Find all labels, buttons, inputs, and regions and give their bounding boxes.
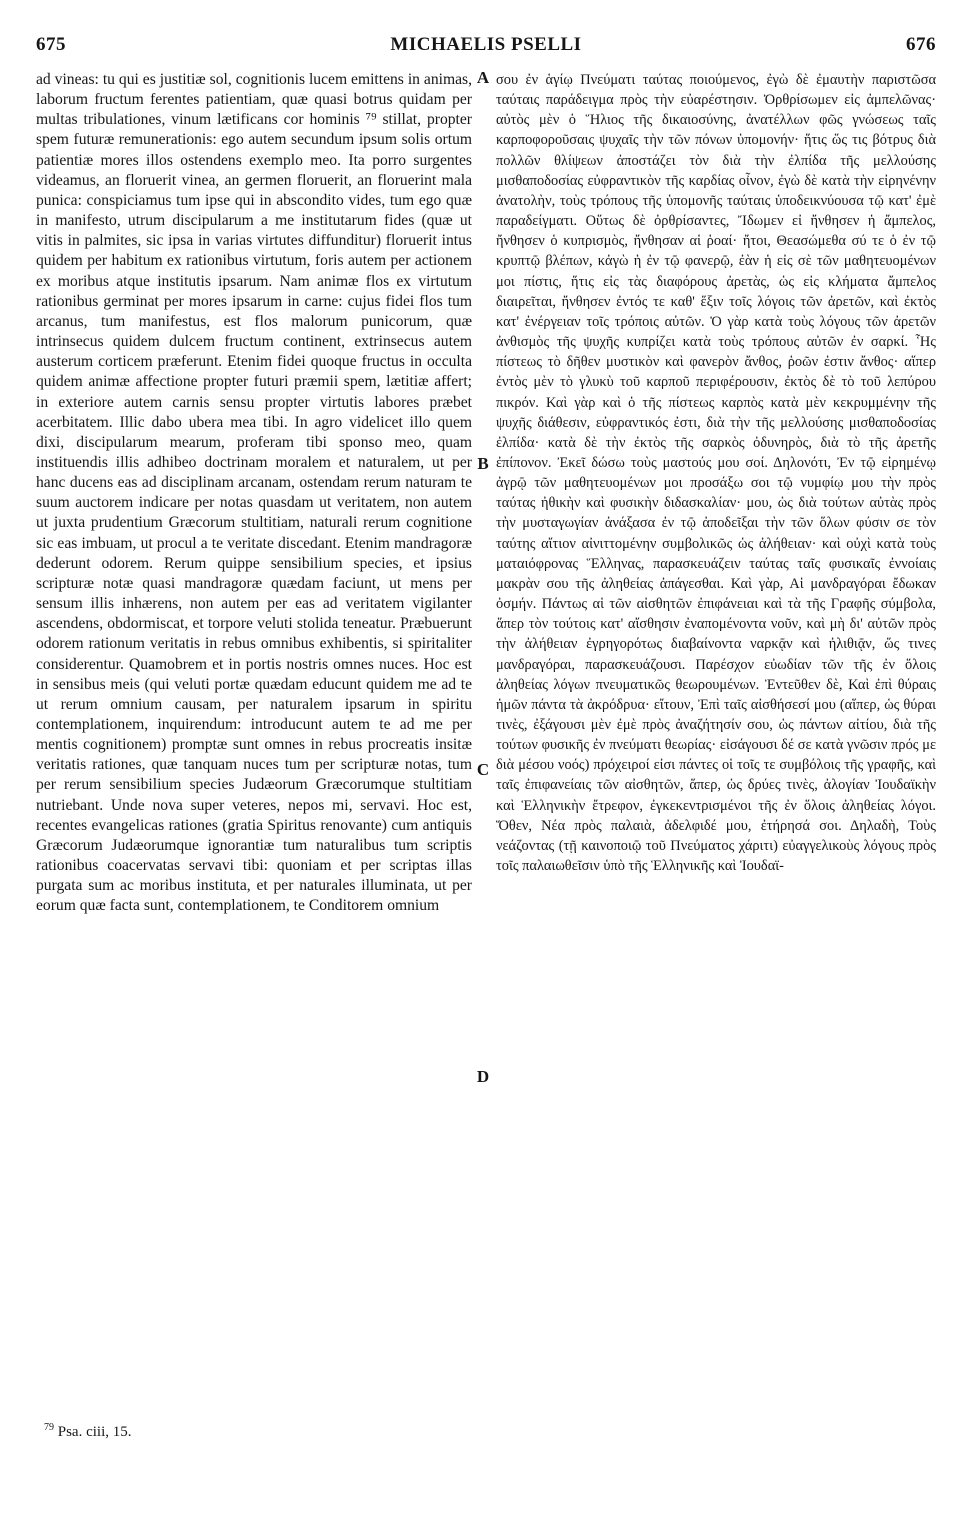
- latin-text: ad vineas: tu qui es justitiæ sol, cognitionis lucem emittens in animas, laborum fructum ferentes patientiam, quæ quasi botrus quidam per multas tribulationes, vinum lætificans cor hominis ⁷⁹ stillat, propter spem futuræ remunerationis: ego autem secundum ipsum solis ortum patientiæ mores illos ostendens exemplo meo. Ita porro surgentes videamus, an floruerit vinea, an germen floruerit, an floruerint mala punica: conspiciamus tum ipse qui in abscondito vides, tum ego quæ in manifesto, utrum discipularum a me institutarum fides (quæ ut vitis in palmites, sic ipsa in varias virtutes diffunditur) floruerit intus quidem per habitum ex rationibus virtutum, foris autem per actionem ex moribus atque institutis ipsarum. Nam animæ flos ex virtutum rationibus germinat per mores ipsarum in carne: cujus fidei flos tum arcanus, tum manifestus, est flos malorum punicorum, quæ intrinsecus quidem dulcem fructum continent, extrinsecus autem austerum corticem præferunt. Etenim fidei quoque fructus in occulta quidem animæ affectione propter futuri præmii spem, lætitiæ affert; in exteriore autem carnis sensu propter virtutis labores præbet acerbitatem. Illic dabo ubera mea tibi. In agro videlicet illo quem dixi, discipularum mearum, proferam tibi sponso meo, quam instituendis illis adhibeo doctrinam moralem et naturalem, ut per hanc ducens eas ad disciplinam arcanam, ostendam rerum naturam te suum auctorem indicare per notas quasdam ut veritatem, non autem ut juxta prudentium Græcorum stultitiam, naturali rerum cognitione sic eas imbuam, ut procul a te veritate discedant. Etenim mandragoræ dederunt odorem. Rerum quippe sensibilium species, et ipsius scripturæ notæ quasi mandragoræ quædam faciunt, ut mens per sensum illis inhærens, non autem per eas ad veritatem vigilanter ascendens, obdormiscat, et torpore veluti stolida teneatur. Præbuerunt odorem rationum veritatis in rebus omnibus exhibentis, si spiritaliter considerentur. Quamobrem et in portis nostris omnes nuces. Hoc est in sensibus meis (qui veluti portæ quædam educunt quidem me ad te ut rerum omnium causam, per naturalem ipsarum in spiritu contemplationem, inquirendum: introducunt autem te ad me per mentis cognitionem) promptæ sunt omnes in rebus procreatis insitæ veritatis rationes, quæ tanquam nuces tum per scripturæ notas, tum per rerum sensibilium species Judæorum Græcorumque stultitiam nutriebant. Unde nova super veteres, nepos mi, servavi. Hoc est, recentes evangelicas rationes (gratia Spiritus renovante) cum antiquis Græcorum Judæorumque ignorantiæ tum naturalibus tum scriptis rationibus coacervatas servavi tibi: quoniam et per scriptas illas purgata sum ac moribus instituta, et per naturales illuminata, ut per eorum quæ facta sunt, contemplationem, te Conditorem omnium: [36, 71, 472, 915]
- latin-column: [36, 70, 472, 917]
- footnote-mark: 79: [44, 1422, 54, 1433]
- running-header: [36, 34, 936, 62]
- page-number-right: 676: [906, 34, 936, 55]
- footnote: [44, 1422, 132, 1441]
- page-number-left: 675: [36, 34, 66, 55]
- margin-letter-d: D: [476, 1067, 490, 1086]
- greek-text: σου ἐν ἁγίῳ Πνεύματι ταύτας ποιούμενος, ἐγὼ δὲ ἐμαυτὴν παριστῶσα ταύταις παράδειγμα πρὸς τὴν εὐαρέστησιν. Ὀρθρίσωμεν εἰς ἀμπελῶνας· αὐτὸς μὲν ὁ Ἥλιος τῆς δικαιοσύνης, ἀνατέλλων φῶς γνώσεως ταῖς καρποφοροῦσαις ψυχαῖς τὴν τῶν πόνων ὑπομονήν· ἥτις ὥς τις βότρυς διὰ πολλῶν θλίψεων ἀποστάζει τὸν διὰ τὴν ἐλπίδα τῆς μελλούσης μισθαποδοσίας εὐφραντικὸν τῆς καρδίας οἶνον, ἐγὼ δὲ κατὰ τὴν εἰρηνένην ἀνατολὴν, τοὺς τρόπους τῆς ὑπομονῆς ταύταις ὑποδεικνύουσα τῷ κατ' ἐμὲ παραδείγματι. Οὕτως δὲ ὀρθρίσαντες, Ἴδωμεν εἰ ἤνθησεν ἡ ἄμπελος, ἤνθησεν ὁ κυπρισμὸς, ἤνθησαν αἱ ῥοαί· ἤτοι, Θεασώμεθα σύ τε ὁ ἐν τῷ κρυπτῷ βλέπων, κἀγὼ ἡ ἐν τῷ φανερῷ, ἐὰν ἡ εἰς σὲ τῶν μαθητευομένων μοι πίστις, ἥτις εἰς τὰς διαφόρους ἀρετὰς, ὡς εἰς κλήματα ἄμπελος διαιρεῖται, ἤνθησεν ἐντός τε καθ' ἕξιν τοῖς λόγοις τῶν ἀρετῶν, καὶ ἐκτὸς κατ' ἐνέργειαν τοῖς τρόποις αὐτῶν. Ὁ γὰρ κατὰ τοὺς λόγους τῶν ἀρετῶν ἀνθισμὸς τῆς ψυχῆς κυπρίζει κατὰ τοὺς τρόπους αὐτῶν ἐν σαρκί. Ἧς πίστεως τὸ δῆθεν μυστικὸν καὶ φανερὸν ἄνθος, ῥοῶν ἐστιν ἄνθος· αἵπερ ἐντὸς μὲν τὸ γλυκὺ τοῦ καρποῦ περιφέρουσιν, ἐκτὸς δὲ τὸ τοῦ λεπύρου πικρόν. Καὶ γὰρ καὶ ὁ τῆς πίστεως καρπὸς κατὰ μὲν κεκρυμμένην τῆς ψυχῆς διάθεσιν, εὐφραντικός ἐστι, διὰ τὴν τῆς μελλούσης μισθαποδοσίας ἐλπίδα· κατὰ δὲ τὴν ἐκτὸς τῆς σαρκὸς ὀδυνηρὸς, διὰ τὸ τῆς ἀρετῆς ἐπίπονον. Ἐκεῖ δώσω τοὺς μαστούς μου σοί. Δηλονότι, Ἐν τῷ εἰρημένῳ ἀγρῷ τῶν μαθητευομένων μοι προσάξω σοι τῷ νυμφίῳ μου τὴν πρὸς ταύτας ἠθικὴν καὶ φυσικὴν διδασκαλίαν· μου, ὡς διὰ τούτων αὐτὰς πρὸς τὴν μυσταγωγίαν ἀνάξασα ἐν τῷ ἀποδεῖξαι τὴν τῶν ὅλων φύσιν σε τὸν ταύτης αἴτιον αἰνιττομένην συμβολικῶς ὡς ἀλήθειαν· καὶ οὐχὶ κατὰ τοὺς ματαιόφρονας Ἕλληνας, παρασκευάζειν ταύτας ταῖς φυσικαῖς ἐννοίαις μακρὰν σου τῆς ἀληθείας ἀπάγεσθαι. Καὶ γὰρ, Αἱ μανδραγόραι ἔδωκαν ὀσμήν. Πάντως αἱ τῶν αἰσθητῶν ἐπιφάνειαι καὶ τὰ τῆς Γραφῆς σύμβολα, ἅπερ τὸν τούτοις κατ' αἴσθησιν ἐναπομένοντα νοῦν, καὶ μὴ δι' αὐτῶν πρὸς τὴν ἀλήθειαν ἐγρηγορότως διαβαίνοντα ναρκᾷν καὶ ἠλιθιᾷν, ὥς τινες μανδραγόραι, παρασκευάζουσι. Παρέσχον εὐωδίαν τῶν τῆς ἐν ὅλοις ἀληθείας λόγων πνευματικῶς θεωρουμένων. Ἐντεῦθεν δὲ, Καὶ ἐπὶ θύραις ἡμῶν πάντα τὰ ἀκρόδρυα· εἴτουν, Ἐπὶ ταῖς αἰσθήσεσί μου (αἵπερ, ὡς θύραι τινὲς, ἐξάγουσι μὲν ἐμὲ πρὸς ἀναζήτησίν σου, ὡς πάντων αἰτίου, διὰ τῆς τούτων φυσικῆς ἐν πνεύματι θεωρίας· εἰσάγουσι δέ σε κατὰ γνῶσιν πρός με διὰ μέσου νοός) πρόχειροί εἰσι πάντες οἱ τοῖς τε συμβόλοις τῆς γραφῆς, καὶ ταῖς ἐπιφανείαις τῶν αἰσθητῶν, ἅπερ, ὡς δρύες τινὲς, ἀλογίαν Ἰουδαϊκὴν καὶ Ἑλληνικὴν ἔτρεφον, ἐγκεκεντρισμένοι τῆς ἐν ὅλοις ἀληθείας λόγοι. Ὅθεν, Νέα πρὸς παλαιὰ, ἀδελφιδέ μου, ἐτήρησά σοι. Δηλαδὴ, Τοὺς νεάζοντας (τῇ καινοποιῷ τοῦ Πνεύματος χάριτι) εὐαγγελικοὺς λόγους πρὸς τοῖς παλαιωθεῖσιν ὑπὸ τῆς Ἑλληνικῆς καὶ Ἰουδαϊ-: [496, 72, 936, 875]
- running-title: MICHAELIS PSELLI: [390, 34, 582, 55]
- footnote-text: Psa. ciii, 15.: [57, 1424, 132, 1440]
- margin-letter-c: C: [476, 760, 490, 779]
- margin-letter-a: A: [476, 68, 490, 87]
- greek-column: [496, 70, 936, 876]
- margin-letter-b: B: [477, 454, 489, 473]
